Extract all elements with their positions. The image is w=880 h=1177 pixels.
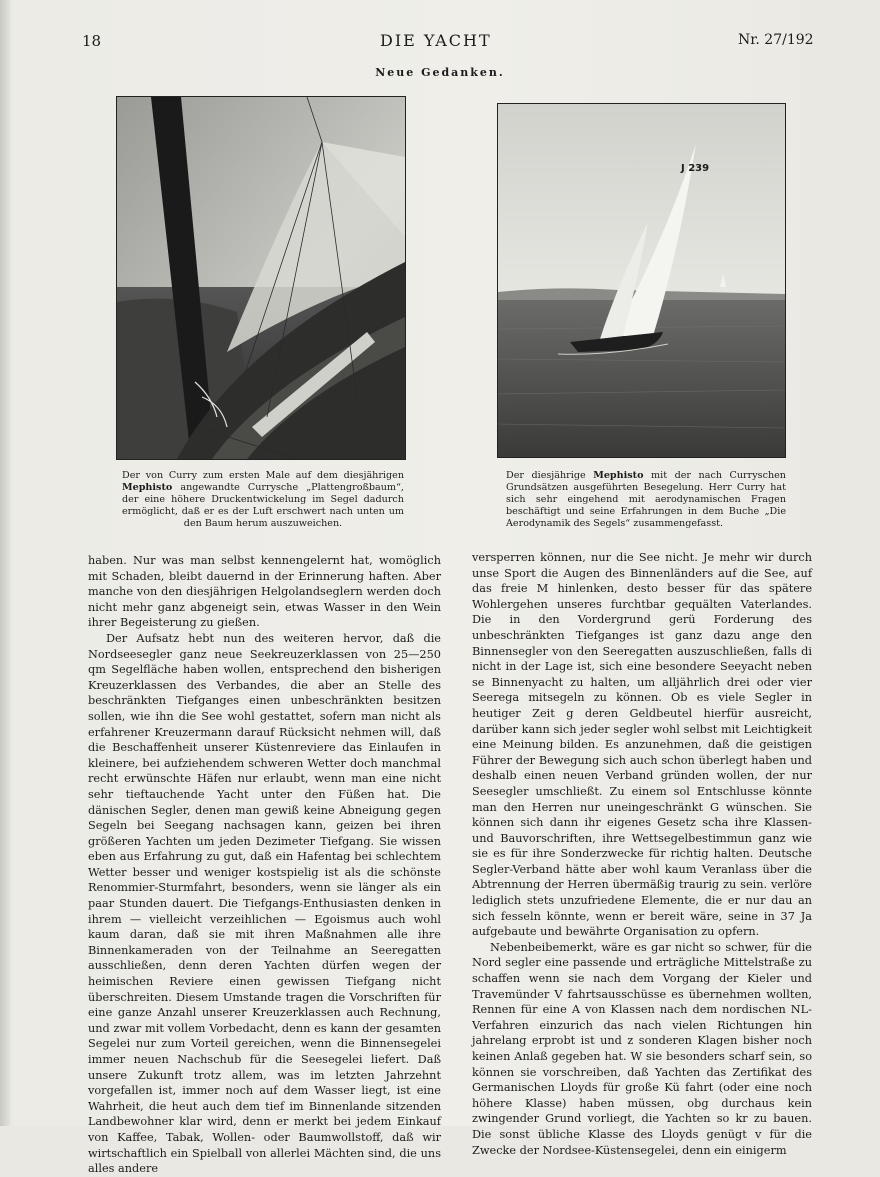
caption-left-boat-name: Mephisto <box>122 482 173 493</box>
body-column-right <box>472 550 812 1158</box>
right-paragraph-2: Nebenbeibemerkt, wäre es gar nicht so schwer, für die Nord segler eine passende und erträgliche Mittelstraße zu schaffen wenn sie nach dem Vorgang der Kieler und Travemünder V fahrtsausschüsse es übernehmen wollten, Rennen für eine A von Klassen nach dem nordischen NL-Verfahren einzurich das nach vielen Richtungen hin jahrelang erprobt ist und z sonderen Klagen bisher noch keinen Anlaß gegeben hat. W sie besonders scharf sein, so können sie vorschreiben, daß Yachten das Zertifikat des Germanischen Lloyds für große Kü fahrt (oder eine noch höhere Klasse) haben müssen, obg durchaus kein zwingender Grund vorliegt, die Yachten so kr zu bauen. Die sonst übliche Klasse des Lloyds genügt v für die Zwecke der Nordsee-Küstensegelei, denn ein einigerm <box>472 940 812 1157</box>
page-number: 18 <box>82 32 102 50</box>
caption-right-rest: mit der nach Curryschen Grundsätzen ausgeführten Besegelung. Herr Curry hat sich sehr eingehend mit aerodynamischen Fragen beschäftigt und seine Erfahrungen in dem Buche „Die Aerodynamik des Segels“ zusammengefasst. <box>506 470 786 529</box>
photo-plate-boom-image <box>117 97 405 459</box>
caption-right-boat-name: Mephisto <box>593 470 644 481</box>
caption-left-rest: angewandte Currysche „Plattengroßbaum“, der eine höhere Druckentwickelung im Segel dadurch ermöglicht, daß er es der Luft erschwert nach unten um den Baum herum auszuweichen. <box>122 482 404 529</box>
left-paragraph-2: Der Aufsatz hebt nun des weiteren hervor, daß die Nordseesegler ganz neue Seekreuzerklassen von 25—250 qm Segelfläche haben wollen, entsprechend den bisherigen Kreuzerklassen des Verbandes, die aber an Stelle des beschränkten Tiefganges einen unbeschränkten besitzen sollen, wie ihn die See wohl gestattet, sofern man nicht als erfahrener Kreuzermann darauf Rücksicht nehmen will, daß die Beschaffenheit unserer Küstenreviere das Einlaufen in kleinere, bei aufziehendem schweren Wetter doch manchmal recht erwünschte Häfen nur erlaubt, wenn man eine nicht sehr tieftauchende Yacht unter den Füßen hat. Die dänischen Segler, denen man gewiß keine Abneigung gegen Segeln bei Seegang nachsagen kann, geizen bei ihren größeren Yachten um jeden Dezimeter Tiefgang. Sie wissen eben aus Erfahrung zu gut, daß ein Hafentag bei schlechtem Wetter besser und weniger kostspielig ist als die schönste Renommier-Sturmfahrt, besonders, wenn sie länger als ein paar Stunden dauert. Die Tiefgangs-Enthusiasten denken in ihrem — vielleicht verzeihlichen — Egoismus auch wohl kaum daran, daß sie mit ihren Maßnahmen alle ihre Binnenkameraden von der Teilnahme an Seeregatten ausschließen, denn deren Yachten dürfen wegen der heimischen Reviere einen gewissen Tiefgang nicht überschreiten. Diesem Umstande tragen die Vorschriften für eine ganze Anzahl unserer Kreuzerklassen auch Rechnung, und zwar mit vollem Vorbedacht, denn es kann der gesamten Segelei nur zum Vorteil gereichen, wenn die Binnensegelei immer neuen Nachschub für die Seesegelei liefert. Daß unsere Zukunft trotz allem, was im letzten Jahrzehnt vorgefallen ist, immer noch auf dem Wasser liegt, ist eine Wahrheit, die heut auch dem tief im Binnenlande sitzenden Landbewohner klar wird, denn er merkt bei jedem Einkauf von Kaffee, Tabak, Wollen- oder Baumwollstoff, daß wir wirtschaftlich ein Spielball von allerlei Mächten sind, die uns alles andere <box>88 631 441 1176</box>
journal-title: DIE YACHT <box>380 31 492 50</box>
photo-plate-boom <box>116 96 406 460</box>
left-paragraph-1: haben. Nur was man selbst kennengelernt hat, womöglich mit Schaden, bleibt dauernd in der Erinnerung haften. Aber manche von den diesjährigen Helgolandseglern werden doch nicht mehr ganz abgeneigt sein, etwas Wasser in den Wein ihrer Begeisterung zu gießen. <box>88 554 441 630</box>
photo-mephisto-sailing <box>497 103 786 458</box>
issue-number: Nr. 27/192 <box>738 32 814 48</box>
caption-right-prefix: Der diesjährige <box>506 470 586 481</box>
section-heading: Neue Gedanken. <box>375 66 505 79</box>
caption-mephisto <box>506 470 786 530</box>
body-column-left <box>88 553 441 1177</box>
page-binding-shadow <box>0 0 10 1126</box>
right-paragraph-1: versperren können, nur die See nicht. Je mehr wir durch unse Sport die Augen des Binnenländers auf die See, auf das freie M hinlenken, desto besser für das spätere Wohlergehen unseres furchtbar gequälten Vaterlandes. Die in den Vordergrund gerü Forderung des unbeschränkten Tiefganges ist ganz dazu ange den Binnensegler von den Seeregatten auszuschließen, falls di nicht in der Lage ist, sich eine besondere Seeyacht neben se Binnenyacht zu halten, um alljährlich drei oder vier Seerega mitsegeln zu können. Ob es viele Segler in heutiger Zeit g deren Geldbeutel hierfür ausreicht, darüber kann sich jeder segler wohl selbst mit Leichtigkeit eine Meinung bilden. Es anzunehmen, daß die geistigen Führer der Bewegung sich auch schon überlegt haben und deshalb einen neuen Verband gründen wollen, der nur Seesegler umschließt. Zu einem sol Entschlusse könnte man den Herren nur uneingeschränkt G wünschen. Sie können sich dann ihr eigenes Gesetz scha ihre Klassen- und Bauvorschriften, ihre Wettsegelbestimmun ganz wie sie es für ihre Sonderzwecke für richtig halten. Deutsche Segler-Verband hätte aber wohl kaum Veranlass über die Abtrennung der Herren übermäßig traurig zu sein. verlöre lediglich stets unzufriedene Elemente, die er nur dau an sich fesseln könnte, wenn er bereit wäre, seine in 37 Ja aufgebaute und bewährte Organisation zu opfern. <box>472 551 812 939</box>
sail-number-label: J 239 <box>681 163 710 174</box>
caption-left-prefix: Der von Curry zum ersten Male auf dem diesjährigen <box>122 470 404 481</box>
caption-plate-boom <box>122 470 404 530</box>
photo-mephisto-sailing-image <box>498 104 785 457</box>
